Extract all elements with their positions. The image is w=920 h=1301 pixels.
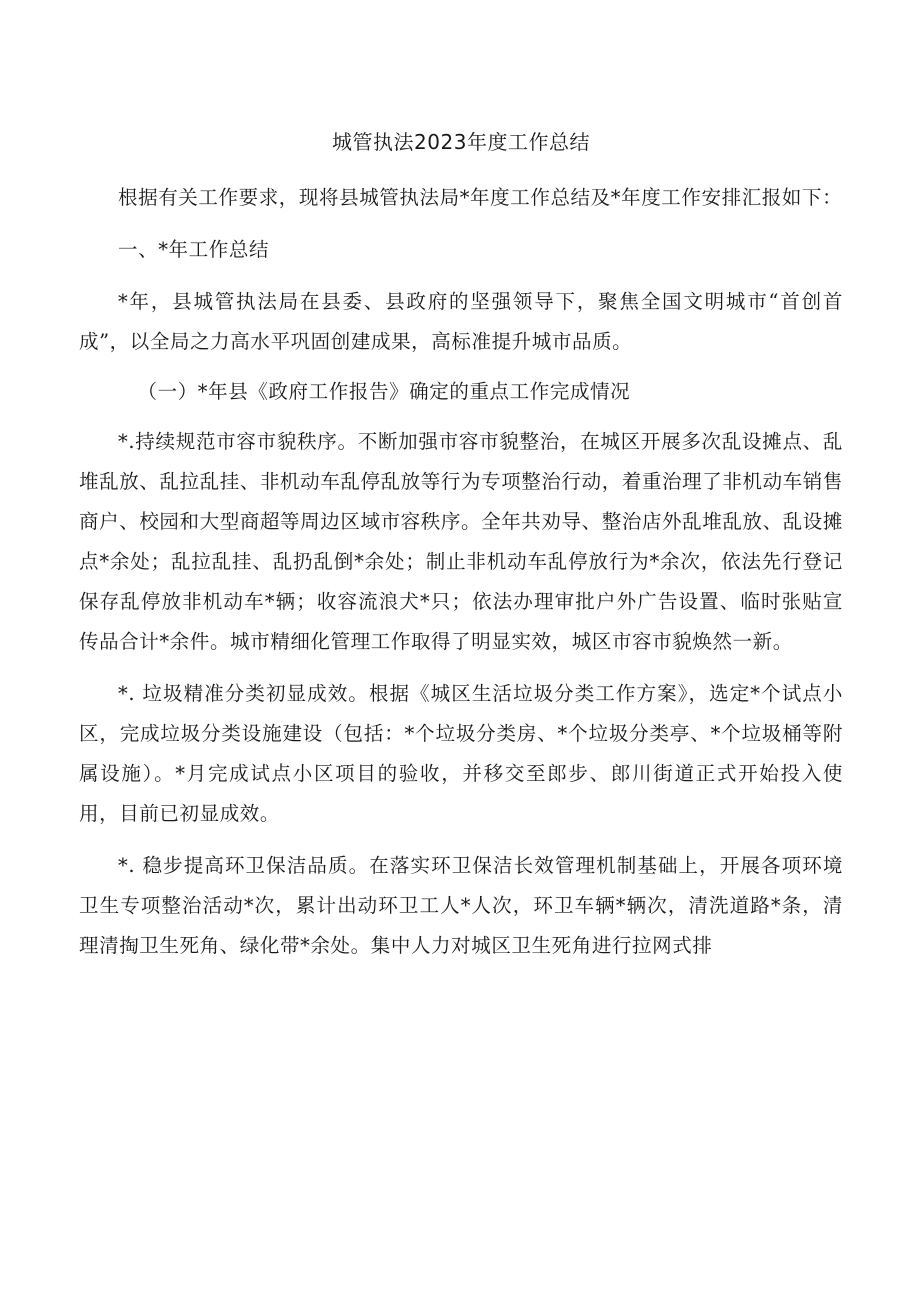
intro-paragraph: 根据有关工作要求，现将县城管执法局*年度工作总结及*年度工作安排汇报如下：	[118, 186, 843, 209]
document-title: 城管执法2023年度工作总结	[332, 130, 590, 154]
item-paragraph-1: *.持续规范市容市貌秩序。不断加强市容市貌整治，在城区开展多次乱设摊点、乱堆乱放、乱拉乱挂、非机动车乱停乱放等行为专项整治行动，着重治理了非机动车销售商户、校园和大型商超等周边区域市容秩序。全年共劝导、整治店外乱堆乱放、乱设摊点*余处；乱拉乱挂、乱扔乱倒*余处；制止非机动车乱停放行为*余次，依法先行登记保存乱停放非机动车*辆；收容流浪犬*只；依法办理审批户外广告设置、临时张贴宣传品合计*余件。城市精细化管理工作取得了明显实效，城区市容市貌焕然一新。	[79, 430, 843, 653]
item-paragraph-2: *. 垃圾精准分类初显成效。根据《城区生活垃圾分类工作方案》，选定*个试点小区，完成垃圾分类设施建设（包括：*个垃圾分类房、*个垃圾分类亭、*个垃圾桶等附属设施）。*月完成试点小区项目的验收，并移交至郎步、郎川街道正式开始投入使用，目前已初显成效。	[79, 682, 843, 825]
document-page	[79, 126, 843, 966]
summary-paragraph: *年，县城管执法局在县委、县政府的坚强领导下，聚焦全国文明城市“首创首成”，以全局之力高水平巩固创建成果，高标准提升城市品质。	[79, 290, 843, 353]
item-paragraph-3: *. 稳步提高环卫保洁品质。在落实环卫保洁长效管理机制基础上，开展各项环境卫生专项整治活动*次，累计出动环卫工人*人次，环卫车辆*辆次，清洗道路*条，清理清掏卫生死角、绿化带*余处。集中人力对城区卫生死角进行拉网式排	[79, 854, 843, 957]
section-heading: 一、*年工作总结	[118, 238, 270, 261]
subsection-heading: （一）*年县《政府工作报告》确定的重点工作完成情况	[137, 380, 631, 403]
